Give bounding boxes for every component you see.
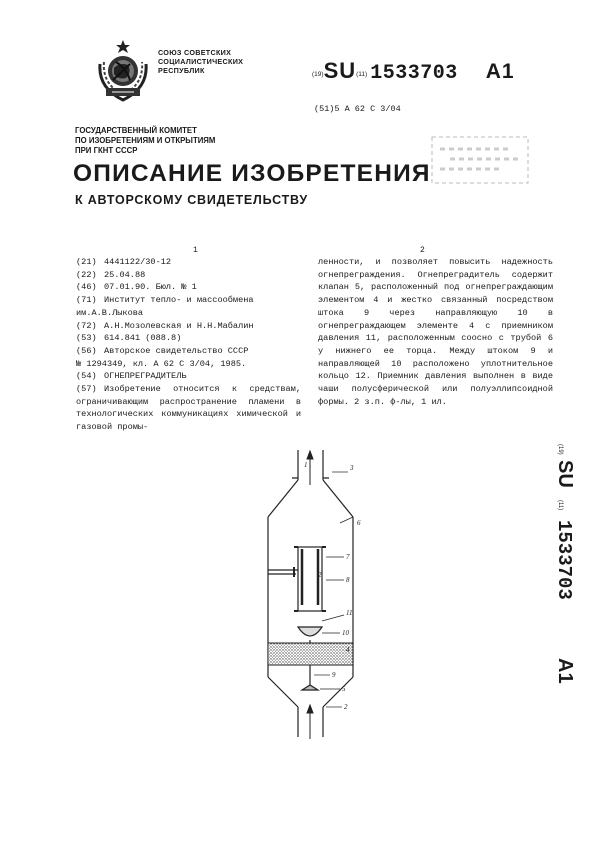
inid-code-11: (11) [356,71,368,78]
abstract-part-2: ленности, и позволяет повысить надежность огнепреграждения. Огнепреградитель содержит клапан 5, расположенный под огнепреграждающим элементом 4 и жестко связанный посредством штока 9 через направляющую 10 в огнепреграждающем элементе 4 с приемником давления 11, расположенным соосно с трубой 6 у нижнего ее торца. Между штоком 9 и направляющей 10 расположено уплотнительное кольцо 12. Приемник давления выполнен в виде чаши полусферической или полуэллипсоидной формы. 2 з.п. ф-лы, 1 ил. [318,257,553,407]
state-committee [75,126,215,156]
ussr-line: СОЮЗ СОВЕТСКИХ [158,48,232,57]
biblio-line: (22) 25.04.88 [76,269,146,280]
side-country: SU [554,460,576,488]
drawing-label: 4 [346,646,350,654]
biblio-line: № 1294349, кл. А 62 С 3/04, 1985. [76,358,247,369]
biblio-line: (54) ОГНЕПРЕГРАДИТЕЛЬ [76,371,187,382]
patent-number-block [312,58,515,85]
side-code-19: (19) [557,444,563,455]
drawing-label: 11 [346,609,353,617]
ussr-line: СОЦИАЛИСТИЧЕСКИХ [158,57,244,66]
bibliographic-data [76,256,301,434]
ussr-emblem [92,38,154,104]
biblio-line: (56) Авторское свидетельство СССР [76,345,249,356]
library-stamp [430,135,530,185]
biblio-line: (71) Институт тепло- и массообмена [76,295,254,306]
biblio-line: (21) 4441122/30-12 [76,257,172,267]
side-code-11: (11) [557,500,563,511]
drawing-label: 2 [344,703,348,711]
document-subtitle: К АВТОРСКОМУ СВИДЕТЕЛЬСТВУ [75,193,308,207]
country-code: SU [323,58,357,83]
drawing-label: 8 [346,576,350,584]
committee-line: ПО ИЗОБРЕТЕНИЯМ И ОТКРЫТИЯМ [75,136,216,145]
patent-number: 1533703 [370,62,458,85]
document-kind: A1 [485,60,515,83]
column-number: 1 [193,246,198,255]
drawing-label: 6 [357,519,361,527]
committee-line: ГОСУДАРСТВЕННЫЙ КОМИТЕТ [75,126,197,135]
side-kind: A1 [554,658,576,684]
column-number: 2 [420,246,425,255]
biblio-line: им.А.В.Лыкова [76,307,144,318]
drawing-label: 10 [342,629,349,637]
biblio-line: (72) А.Н.Мозолевская и Н.Н.Мабалин [76,320,254,331]
drawing-label: 1 [304,461,308,469]
side-patent-number [551,440,581,695]
drawing-label: 5 [342,685,346,693]
drawing-label: 2 [318,571,322,579]
drawing-label: 7 [346,553,350,561]
committee-line: ПРИ ГКНТ СССР [75,146,138,155]
document-title: ОПИСАНИЕ ИЗОБРЕТЕНИЯ [73,160,431,187]
biblio-line: (46) 07.01.90. Бюл. № 1 [76,282,197,293]
drawing-label: 9 [332,671,336,679]
biblio-line: (53) 614.841 (088.8) [76,333,182,344]
ussr-line: РЕСПУБЛИК [158,66,205,75]
flame-arrester-drawing [240,445,380,745]
drawing-label: 3 [350,464,354,472]
abstract-part-1: (57) Изобретение относится к средствам, ограничивающим распространение пламени в технологических коммуникациях химической и газовой промы- [76,384,301,433]
ipc-classification: (51)5 А 62 С 3/04 [314,104,401,114]
side-number: 1533703 [553,520,575,600]
ussr-union-label [158,48,243,75]
inid-code-19: (19) [312,71,324,78]
